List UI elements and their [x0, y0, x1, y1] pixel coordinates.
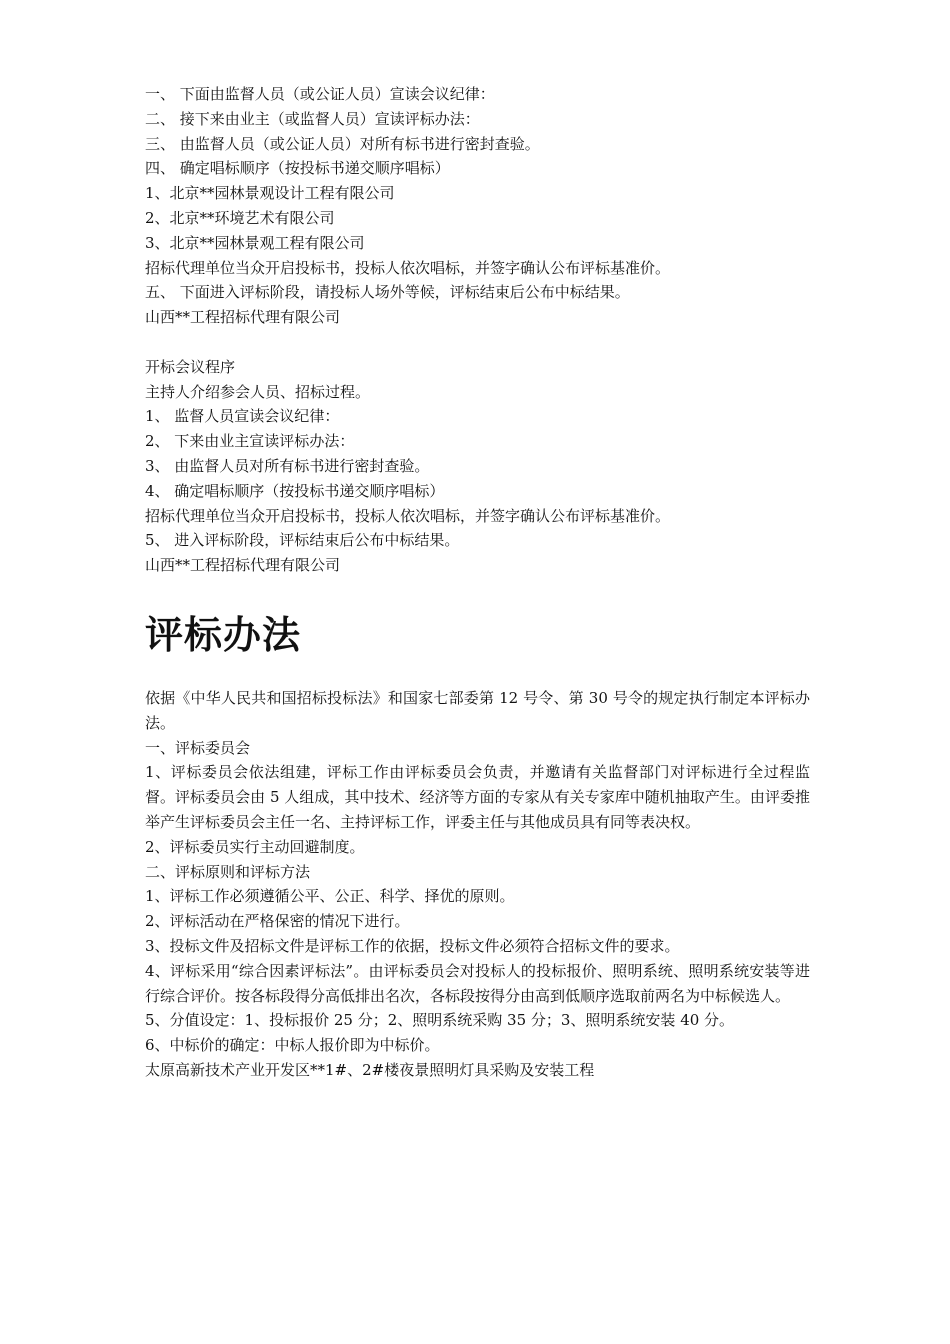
- paragraph: 6、中标价的确定：中标人报价即为中标价。: [145, 1036, 440, 1055]
- text-line: 招标代理单位当众开启投标书，投标人依次唱标，并签字确认公布评标基准价。: [145, 506, 671, 525]
- bid-opening-announcement: [145, 82, 810, 330]
- paragraph: 1、评标工作必须遵循公平、公正、科学、择优的原则。: [145, 887, 515, 906]
- procedure-step: 1、 监督人员宣读会议纪律：: [145, 407, 340, 426]
- page-heading: 评标办法: [145, 612, 302, 657]
- bid-opening-procedure: [145, 355, 810, 578]
- paragraph: 依据《中华人民共和国招标投标法》和国家七部委第 12 号令、第 30 号令的规定执行制定本评标办法。: [145, 688, 810, 732]
- bidder-item: 3、北京**园林景观工程有限公司: [145, 233, 365, 252]
- paragraph: 1、评标委员会依法组建，评标工作由评标委员会负责，并邀请有关监督部门对评标进行全过程监督。评标委员会由 5 人组成，其中技术、经济等方面的专家从有关专家库中随机抽取产生。由评委推举产生评标委员会主任一名、主持评标工作，评委主任与其他成员具有同等表决权。: [145, 763, 810, 831]
- paragraph: 2、评标活动在严格保密的情况下进行。: [145, 912, 410, 931]
- subsection-title: 二、评标原则和评标方法: [145, 862, 311, 881]
- text-line: 主持人介绍参会人员、招标过程。: [145, 382, 371, 401]
- text-line: 二、 接下来由业主（或监督人员）宣读评标办法：: [145, 109, 480, 128]
- evaluation-method: [145, 686, 810, 1083]
- bidder-item: 2、北京**环境艺术有限公司: [145, 208, 335, 227]
- blank-line: [145, 330, 810, 355]
- project-name: 太原高新技术产业开发区**1#、2#楼夜景照明灯具采购及安装工程: [145, 1060, 595, 1079]
- text-line: 三、 由监督人员（或公证人员）对所有标书进行密封查验。: [145, 134, 540, 153]
- document-body: [145, 82, 810, 1083]
- text-line: 招标代理单位当众开启投标书，投标人依次唱标，并签字确认公布评标基准价。: [145, 258, 671, 277]
- paragraph: 4、评标采用“综合因素评标法”。由评标委员会对投标人的投标报价、照明系统、照明系统安装等进行综合评价。按各标段得分高低排出名次，各标段按得分由高到低顺序选取前两名为中标候选人。: [145, 961, 810, 1005]
- paragraph: 2、评标委员实行主动回避制度。: [145, 837, 365, 856]
- agency-signature: 山西**工程招标代理有限公司: [145, 556, 341, 575]
- paragraph: 5、分值设定：1、投标报价 25 分；2、照明系统采购 35 分；3、照明系统安装 40 分。: [145, 1011, 735, 1030]
- paragraph: 3、投标文件及招标文件是评标工作的依据，投标文件必须符合招标文件的要求。: [145, 936, 680, 955]
- procedure-step: 2、 下来由业主宣读评标办法：: [145, 432, 355, 451]
- text-line: 一、 下面由监督人员（或公证人员）宣读会议纪律：: [145, 85, 495, 103]
- procedure-step: 4、 确定唱标顺序（按投标书递交顺序唱标）: [145, 481, 445, 500]
- subsection-title: 一、评标委员会: [145, 738, 251, 757]
- bidder-item: 1、北京**园林景观设计工程有限公司: [145, 184, 395, 203]
- text-line: 五、 下面进入评标阶段，请投标人场外等候，评标结束后公布中标结果。: [145, 283, 630, 302]
- procedure-step: 5、 进入评标阶段，评标结束后公布中标结果。: [145, 531, 460, 550]
- section-title: 开标会议程序: [145, 357, 236, 376]
- agency-signature: 山西**工程招标代理有限公司: [145, 308, 341, 327]
- text-line: 四、 确定唱标顺序（按投标书递交顺序唱标）: [145, 159, 450, 178]
- procedure-step: 3、 由监督人员对所有标书进行密封查验。: [145, 456, 430, 475]
